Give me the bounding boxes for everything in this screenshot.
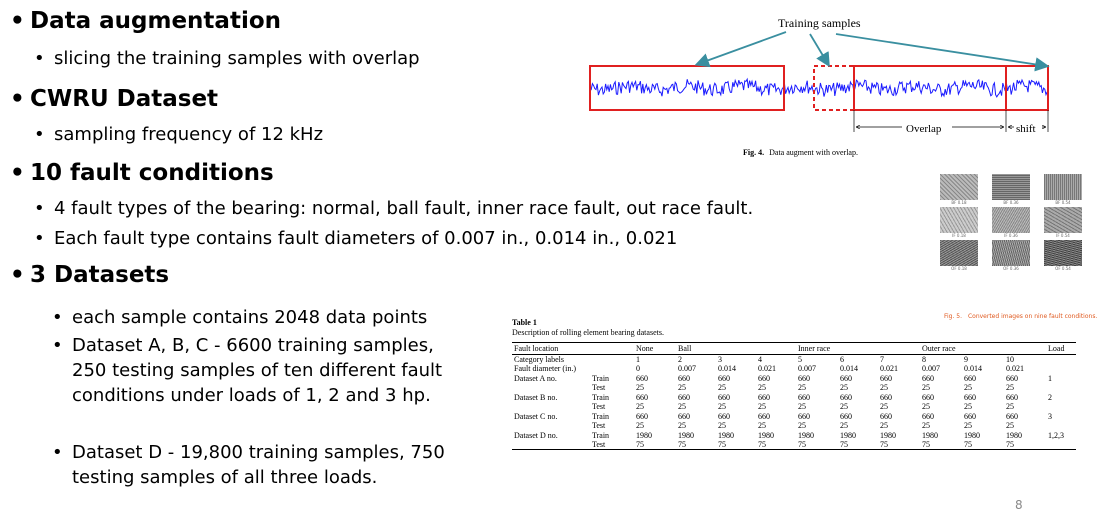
table-cell: 1 bbox=[636, 355, 640, 364]
table-cell: 660 bbox=[964, 412, 976, 421]
table-cell: 75 bbox=[920, 440, 962, 450]
table-cell: 25 bbox=[922, 421, 930, 430]
table-row bbox=[512, 364, 1076, 373]
table-cell: Test bbox=[592, 383, 606, 392]
fault-image-thumbnail bbox=[1044, 174, 1082, 200]
table-cell: 0.021 bbox=[758, 364, 776, 373]
table-cell: 1980 bbox=[1006, 431, 1022, 440]
table-cell bbox=[512, 402, 590, 411]
table-cell: 25 bbox=[718, 383, 726, 392]
table-cell: 25 bbox=[678, 421, 686, 430]
thumb-cell: IF 0.18 bbox=[940, 207, 978, 238]
table-cell bbox=[1046, 355, 1076, 365]
fault-image-thumbnail bbox=[940, 207, 978, 233]
table-cell: 660 bbox=[880, 374, 892, 383]
table-cell: 0.021 bbox=[880, 364, 898, 373]
table-cell: 25 bbox=[840, 402, 848, 411]
table-cell: 75 bbox=[962, 440, 1004, 450]
table-cell: 660 bbox=[758, 393, 770, 402]
table-cell bbox=[1046, 421, 1076, 430]
heading-data-augmentation: • Data augmentation bbox=[10, 8, 282, 34]
thumb-cell: OF 0.54 bbox=[1044, 240, 1082, 271]
table-cell: Dataset C no. bbox=[514, 412, 558, 421]
table-cell: 1980 bbox=[718, 431, 734, 440]
table-header-cell: Load bbox=[1046, 343, 1076, 355]
table-cell: 75 bbox=[756, 440, 796, 450]
table-header-cell bbox=[962, 343, 1004, 355]
table-cell: 25 bbox=[880, 402, 888, 411]
thumb-cell: BF 0.54 bbox=[1044, 174, 1082, 205]
table-cell: 5 bbox=[798, 355, 802, 364]
table-cell: 660 bbox=[636, 374, 648, 383]
table-cell: 660 bbox=[758, 374, 770, 383]
table-cell: 1980 bbox=[678, 431, 694, 440]
table-cell: 9 bbox=[964, 355, 968, 364]
fault-image-thumbnail bbox=[992, 207, 1030, 233]
table-cell: 660 bbox=[678, 374, 690, 383]
figure-data-augment-overlap bbox=[588, 10, 1058, 160]
arrow-to-sample-3 bbox=[836, 34, 1046, 66]
table-cell: 1980 bbox=[758, 431, 774, 440]
table-cell: 25 bbox=[758, 402, 766, 411]
heading-fault-conditions: • 10 fault conditions bbox=[10, 160, 274, 186]
table-cell: 2 bbox=[678, 355, 682, 364]
table-row bbox=[512, 440, 1076, 450]
table-cell: 660 bbox=[798, 393, 810, 402]
table-cell: 25 bbox=[1006, 421, 1014, 430]
arrow-to-sample-1 bbox=[698, 32, 786, 64]
table-cell: 660 bbox=[880, 393, 892, 402]
thumb-cell: IF 0.54 bbox=[1044, 207, 1082, 238]
table-cell: 25 bbox=[1006, 383, 1014, 392]
table1-subtitle: Description of rolling element bearing datasets. bbox=[512, 328, 664, 337]
table-cell: 25 bbox=[840, 421, 848, 430]
table-cell: 660 bbox=[964, 393, 976, 402]
table-cell: Train bbox=[592, 412, 610, 421]
thumb-cell: BF 0.36 bbox=[992, 174, 1030, 205]
table-cell: 0.007 bbox=[798, 364, 816, 373]
thumb-cell: BF 0.18 bbox=[940, 174, 978, 205]
table-cell bbox=[590, 355, 634, 365]
table-cell: 25 bbox=[718, 421, 726, 430]
page-number: 8 bbox=[1015, 498, 1023, 512]
table-cell: 0.007 bbox=[922, 364, 940, 373]
table-cell: Fault diameter (in.) bbox=[514, 364, 576, 373]
table-cell: 10 bbox=[1006, 355, 1014, 364]
item-slicing: • slicing the training samples with overlap bbox=[34, 48, 420, 69]
fault-image-thumbnail bbox=[940, 240, 978, 266]
table-cell: 0.021 bbox=[1006, 364, 1024, 373]
table-cell: 25 bbox=[964, 421, 972, 430]
table-cell: 75 bbox=[716, 440, 756, 450]
table-cell: 660 bbox=[922, 393, 934, 402]
fault-image-thumbnail bbox=[1044, 207, 1082, 233]
table-cell: 25 bbox=[678, 383, 686, 392]
table-cell bbox=[512, 440, 590, 450]
table-cell: 25 bbox=[798, 421, 806, 430]
item-datasets-abc: • Dataset A, B, C - 6600 training samples, 250 testing samples of ten different fault conditions under loads of 1, 2 and 3 hp. bbox=[52, 335, 443, 406]
table-row bbox=[512, 402, 1076, 411]
table-cell: 0.007 bbox=[678, 364, 696, 373]
table-row bbox=[512, 392, 1076, 402]
table-cell bbox=[1046, 383, 1076, 392]
table-cell: 660 bbox=[718, 412, 730, 421]
table-cell: 75 bbox=[838, 440, 878, 450]
table-header-row bbox=[512, 343, 1076, 355]
thumbnail-grid bbox=[940, 174, 1080, 271]
thumb-cell: IF 0.36 bbox=[992, 207, 1030, 238]
table-row bbox=[512, 421, 1076, 430]
table-cell: 1980 bbox=[840, 431, 856, 440]
table-cell: 660 bbox=[1006, 374, 1018, 383]
figure-converted-images bbox=[940, 174, 1080, 290]
table-cell bbox=[1046, 402, 1076, 411]
table-cell: 660 bbox=[678, 412, 690, 421]
table-cell: 0.014 bbox=[964, 364, 982, 373]
table-cell: 25 bbox=[636, 421, 644, 430]
fig5-caption: Fig. 5. Converted images on nine fault conditions. bbox=[944, 313, 1098, 320]
heading-3-datasets: • 3 Datasets bbox=[10, 262, 170, 288]
table-cell bbox=[1046, 440, 1076, 450]
item-data-points: • each sample contains 2048 data points bbox=[52, 307, 428, 328]
item-fault-diameters: • Each fault type contains fault diameters of 0.007 in., 0.014 in., 0.021 bbox=[34, 228, 678, 249]
table-cell bbox=[512, 383, 590, 392]
table-cell: 660 bbox=[798, 412, 810, 421]
table-cell: 25 bbox=[922, 402, 930, 411]
table-cell: 660 bbox=[636, 393, 648, 402]
table-cell: 25 bbox=[1006, 402, 1014, 411]
table-cell: 25 bbox=[798, 383, 806, 392]
table-cell: 660 bbox=[718, 374, 730, 383]
table-cell: 660 bbox=[798, 374, 810, 383]
fault-image-thumbnail bbox=[940, 174, 978, 200]
bearing-datasets-table bbox=[512, 342, 1076, 450]
table-cell: 660 bbox=[840, 393, 852, 402]
table-cell: 75 bbox=[634, 440, 676, 450]
table-cell: 25 bbox=[678, 402, 686, 411]
table-cell: 7 bbox=[880, 355, 884, 364]
table-cell: 1,2,3 bbox=[1048, 431, 1064, 440]
table-cell: 1980 bbox=[880, 431, 896, 440]
table-row bbox=[512, 383, 1076, 392]
table-cell: Dataset D no. bbox=[514, 431, 558, 440]
fault-image-thumbnail bbox=[992, 240, 1030, 266]
table-cell: 2 bbox=[1048, 393, 1052, 402]
table-header-cell bbox=[878, 343, 920, 355]
table-cell: 1980 bbox=[636, 431, 652, 440]
table-header-cell: Inner race bbox=[796, 343, 838, 355]
item-sampling-frequency: • sampling frequency of 12 kHz bbox=[34, 124, 324, 145]
figure4-diagram bbox=[588, 10, 1058, 160]
table-cell: Train bbox=[592, 431, 610, 440]
table-cell: 75 bbox=[1004, 440, 1046, 450]
table-cell: 660 bbox=[840, 374, 852, 383]
heading-cwru-dataset: • CWRU Dataset bbox=[10, 86, 219, 112]
table1-container bbox=[512, 342, 1076, 450]
arrow-to-sample-2 bbox=[810, 34, 828, 64]
fault-image-thumbnail bbox=[992, 174, 1030, 200]
table-cell: 75 bbox=[796, 440, 838, 450]
table-cell: 25 bbox=[880, 383, 888, 392]
table-cell: 8 bbox=[922, 355, 926, 364]
table-body bbox=[512, 355, 1076, 450]
shift-label: shift bbox=[1016, 123, 1036, 135]
table-cell: 660 bbox=[840, 412, 852, 421]
overlap-label: Overlap bbox=[906, 123, 942, 135]
table-cell: 75 bbox=[878, 440, 920, 450]
table-row bbox=[512, 355, 1076, 365]
fig4-caption: Fig. 4. Data augment with overlap. bbox=[743, 148, 858, 157]
table-cell: 660 bbox=[758, 412, 770, 421]
thumb-cell: OF 0.18 bbox=[940, 240, 978, 271]
table-cell: 4 bbox=[758, 355, 762, 364]
table-header-cell: None bbox=[634, 343, 676, 355]
table-cell: Dataset A no. bbox=[514, 374, 557, 383]
table-cell: 75 bbox=[676, 440, 716, 450]
table-cell: 3 bbox=[1048, 412, 1052, 421]
training-samples-label: Training samples bbox=[778, 16, 861, 30]
item-fault-types: • 4 fault types of the bearing: normal, ball fault, inner race fault, out race fault. bbox=[34, 198, 754, 219]
table-cell: 25 bbox=[758, 421, 766, 430]
table-cell: 25 bbox=[964, 402, 972, 411]
table-cell: 660 bbox=[636, 412, 648, 421]
table-cell bbox=[1046, 364, 1076, 373]
table-cell: 25 bbox=[636, 402, 644, 411]
table-row bbox=[512, 430, 1076, 440]
table-header-cell bbox=[716, 343, 756, 355]
table-cell: 660 bbox=[678, 393, 690, 402]
table-cell: 1980 bbox=[964, 431, 980, 440]
table-cell: 25 bbox=[840, 383, 848, 392]
table-cell: 1980 bbox=[922, 431, 938, 440]
table-cell: Test bbox=[592, 402, 606, 411]
table-header-cell bbox=[590, 343, 634, 355]
table-cell: 0.014 bbox=[718, 364, 736, 373]
item-dataset-d: • Dataset D - 19,800 training samples, 750 testing samples of all three loads. bbox=[52, 442, 445, 488]
table-header-cell bbox=[838, 343, 878, 355]
thumb-cell: OF 0.36 bbox=[992, 240, 1030, 271]
table-header-cell bbox=[1004, 343, 1046, 355]
table-cell: 660 bbox=[880, 412, 892, 421]
table-cell: 1980 bbox=[798, 431, 814, 440]
table1-title: Table 1 bbox=[512, 318, 537, 327]
table-cell: 0.014 bbox=[840, 364, 858, 373]
vibration-signal bbox=[590, 79, 1047, 97]
table-cell: 25 bbox=[718, 402, 726, 411]
table-cell: Category labels bbox=[514, 355, 564, 364]
table-cell: 660 bbox=[1006, 412, 1018, 421]
table-cell bbox=[512, 421, 590, 430]
table-cell: 25 bbox=[964, 383, 972, 392]
table-cell: 0 bbox=[636, 364, 640, 373]
table-cell: 25 bbox=[922, 383, 930, 392]
table-cell: Train bbox=[592, 393, 610, 402]
table-cell: 660 bbox=[964, 374, 976, 383]
table-header-cell: Outer race bbox=[920, 343, 962, 355]
table-cell: 1 bbox=[1048, 374, 1052, 383]
table-cell: 660 bbox=[718, 393, 730, 402]
table-cell: 25 bbox=[880, 421, 888, 430]
table-cell: Test bbox=[590, 440, 634, 450]
table-cell: 25 bbox=[758, 383, 766, 392]
table-cell: Dataset B no. bbox=[514, 393, 558, 402]
table-cell: 3 bbox=[718, 355, 722, 364]
table-row bbox=[512, 373, 1076, 383]
table-cell: 660 bbox=[922, 374, 934, 383]
table-cell: 25 bbox=[798, 402, 806, 411]
table-cell: Train bbox=[592, 374, 610, 383]
table-cell: Test bbox=[592, 421, 606, 430]
table-cell: 6 bbox=[840, 355, 844, 364]
table-row bbox=[512, 411, 1076, 421]
table-cell bbox=[590, 364, 634, 373]
table-cell: 25 bbox=[636, 383, 644, 392]
table-header-cell: Ball bbox=[676, 343, 716, 355]
fault-image-thumbnail bbox=[1044, 240, 1082, 266]
table-cell: 660 bbox=[922, 412, 934, 421]
table-header-cell: Fault location bbox=[512, 343, 590, 355]
table-cell: 660 bbox=[1006, 393, 1018, 402]
table-header-cell bbox=[756, 343, 796, 355]
training-sample-box-1 bbox=[590, 66, 784, 110]
